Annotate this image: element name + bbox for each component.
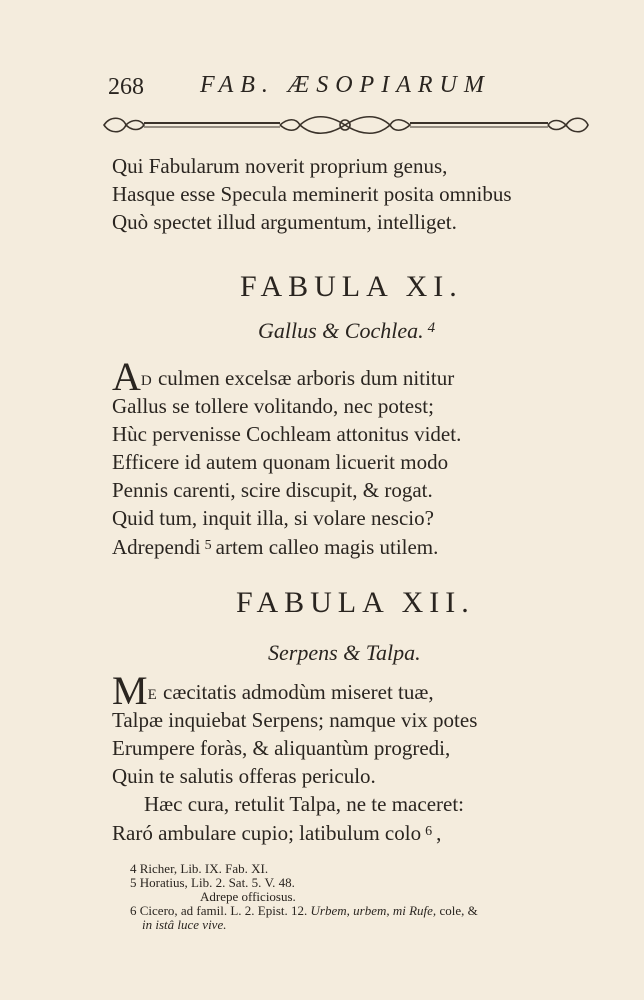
- verse-line: Qui Fabularum noverit proprium genus,: [112, 154, 448, 178]
- footnote-ref-5: 5: [204, 538, 212, 553]
- verse-line: Quò spectet illud argumentum, intelliget.: [112, 210, 457, 234]
- footnotes: [130, 862, 630, 932]
- fable-12-verses: [112, 668, 552, 846]
- verse-line: Hùc pervenisse Cochleam attonitus videt.: [112, 422, 462, 446]
- verse-line: Hasque esse Specula meminerit posita omnibus: [112, 182, 512, 206]
- fable-11-heading: FABULA XI.: [240, 270, 463, 303]
- verse-line: [112, 818, 552, 846]
- footnote-ref-6: 6: [425, 824, 433, 839]
- verse-text: ,: [436, 821, 442, 845]
- verse-line: Quin te salutis offeras periculo.: [112, 764, 376, 788]
- verse-text: Adrependi: [112, 535, 201, 559]
- verse-line: [112, 668, 552, 713]
- footnote-6-source: 6 Cicero, ad famil. L. 2. Epist. 12.: [130, 903, 308, 918]
- verse-line: Hæc cura, retulit Talpa, ne te maceret:: [144, 792, 464, 816]
- fable-12-subtitle: Serpens & Talpa.: [268, 640, 421, 665]
- footnote-5: 5 Horatius, Lib. 2. Sat. 5. V. 48.: [130, 875, 295, 890]
- footnote-6-continuation: in istâ luce vive.: [142, 917, 227, 932]
- fable-11-subtitle-text: Gallus & Cochlea.: [258, 318, 424, 343]
- footnote-6-quote: Urbem, urbem, mi Rufe,: [310, 903, 437, 918]
- fable-11-subtitle: [258, 318, 435, 344]
- small-cap: E: [147, 687, 158, 703]
- verse-line: [112, 354, 552, 399]
- footnote-4: 4 Richer, Lib. IX. Fab. XI.: [130, 861, 269, 876]
- fable-12-heading: FABULA XII.: [236, 586, 475, 619]
- verse-text: culmen excelsæ arboris dum nititur: [152, 366, 455, 390]
- drop-cap: M: [112, 668, 148, 713]
- verse-line: Pennis carenti, scire discupit, & rogat.: [112, 478, 433, 502]
- verse-text: Raró ambulare cupio; latibulum colo: [112, 821, 422, 845]
- verse-line: Erumpere foràs, & aliquantùm progredi,: [112, 736, 451, 760]
- verse-line: Talpæ inquiebat Serpens; namque vix potes: [112, 708, 478, 732]
- verse-line: Quid tum, inquit illa, si volare nescio?: [112, 506, 434, 530]
- running-title: FAB. ÆSOPIARUM: [200, 72, 491, 98]
- footnote-ref-4: 4: [427, 320, 436, 336]
- drop-cap: A: [112, 354, 141, 399]
- verse-text: artem calleo magis utilem.: [215, 535, 439, 559]
- intro-verses: [112, 152, 552, 236]
- decorative-rule-ornament: [100, 110, 590, 140]
- verse-line: [112, 532, 552, 560]
- page-header: [108, 72, 578, 106]
- verse-line: Gallus se tollere volitando, nec potest;: [112, 394, 434, 418]
- small-cap: D: [140, 373, 153, 389]
- footnote-6: [130, 904, 630, 918]
- verse-text: cæcitatis admodùm miseret tuæ,: [157, 680, 434, 704]
- page-number: 268: [108, 74, 144, 100]
- verse-line: Efficere id autem quonam licuerit modo: [112, 450, 449, 474]
- footnote-5-continuation: Adrepe officiosus.: [200, 889, 296, 904]
- fable-11-verses: [112, 354, 552, 560]
- footnote-6-quote-mid: cole, &: [439, 903, 478, 918]
